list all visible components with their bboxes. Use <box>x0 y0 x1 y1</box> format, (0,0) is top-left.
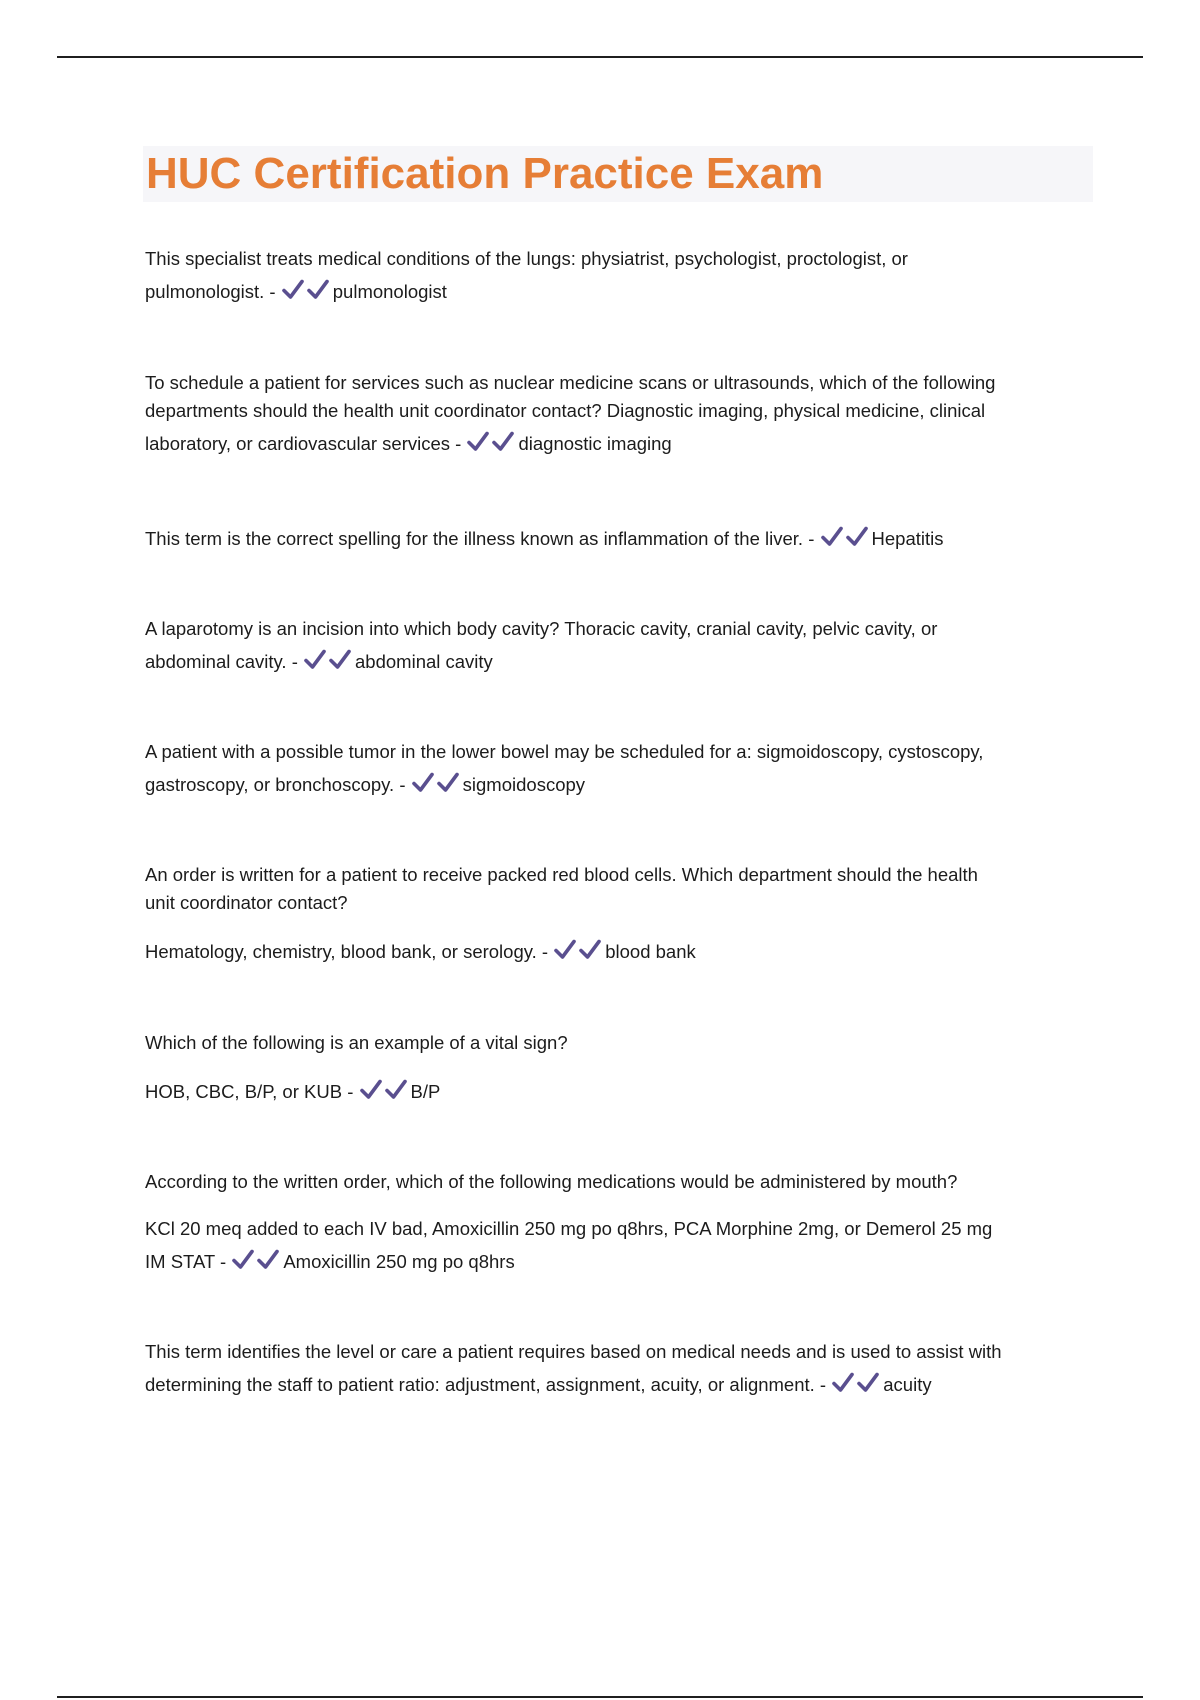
check-mark-icon <box>359 1078 383 1102</box>
check-mark-icon <box>306 278 330 302</box>
question-text: departments should the health unit coordinator contact? Diagnostic imaging, physical medicine, clinical <box>145 400 986 421</box>
question-line <box>145 739 983 765</box>
check-mark-icon <box>231 1248 255 1272</box>
answer-separator: - <box>286 651 304 672</box>
answer-separator: - <box>214 1251 232 1272</box>
answer-separator: - <box>803 528 820 549</box>
check-mark-icon <box>384 1078 408 1102</box>
answer-separator: - <box>536 941 554 962</box>
answer-text: Amoxicillin 250 mg po q8hrs <box>283 1251 515 1272</box>
check-mark-icon <box>856 1371 880 1395</box>
check-mark-icon <box>820 525 844 549</box>
question-line <box>145 278 447 304</box>
question-line <box>145 890 348 916</box>
question-line <box>145 771 585 797</box>
question-text: Which of the following is an example of a vital sign? <box>145 1032 568 1053</box>
question-line <box>145 430 672 456</box>
question-line <box>145 1030 568 1056</box>
answer-text: diagnostic imaging <box>518 433 672 454</box>
answer-separator: - <box>264 281 281 302</box>
question-line <box>145 862 978 888</box>
check-mark-icon <box>436 771 460 795</box>
answer-text: Hepatitis <box>871 528 944 549</box>
answer-text: abdominal cavity <box>355 651 493 672</box>
question-line <box>145 938 696 964</box>
question-line <box>145 525 944 551</box>
answer-separator: - <box>394 774 411 795</box>
question-line <box>145 616 937 642</box>
check-mark-icon <box>845 525 869 549</box>
question-text: laboratory, or cardiovascular services <box>145 433 451 454</box>
check-mark-icon <box>831 1371 855 1395</box>
check-mark-icon <box>328 648 352 672</box>
question-text: To schedule a patient for services such as nuclear medicine scans or ultrasounds, which of the following <box>145 372 996 393</box>
question-line <box>145 648 493 674</box>
check-mark-icon <box>578 938 602 962</box>
question-text: KCl 20 meq added to each IV bad, Amoxicillin 250 mg po q8hrs, PCA Morphine 2mg, or Demerol 25 mg <box>145 1218 993 1239</box>
question-text: This specialist treats medical conditions of the lungs: physiatrist, psychologist, proctologist, or <box>145 248 908 269</box>
check-mark-icon <box>466 430 490 454</box>
answer-separator: - <box>450 433 467 454</box>
question-line <box>145 1216 992 1242</box>
question-line <box>145 370 995 396</box>
top-rule <box>57 56 1143 58</box>
question-line <box>145 1169 957 1195</box>
question-line <box>145 1371 932 1397</box>
page-title: HUC Certification Practice Exam <box>146 149 824 198</box>
question-text: determining the staff to patient ratio: adjustment, assignment, acuity, or alignment. <box>145 1374 815 1395</box>
check-mark-icon <box>491 430 515 454</box>
question-text: IM STAT <box>145 1251 215 1272</box>
question-text: This term is the correct spelling for the illness known as inflammation of the liver. <box>145 528 804 549</box>
check-mark-icon <box>303 648 327 672</box>
answer-separator: - <box>342 1081 359 1102</box>
question-line <box>145 1248 515 1274</box>
answer-text: blood bank <box>605 941 696 962</box>
question-line <box>145 1339 1002 1365</box>
question-line <box>145 398 985 424</box>
check-mark-icon <box>256 1248 280 1272</box>
question-text: pulmonologist. <box>145 281 265 302</box>
question-text: gastroscopy, or bronchoscopy. <box>145 774 395 795</box>
check-mark-icon <box>281 278 305 302</box>
answer-text: pulmonologist <box>332 281 447 302</box>
check-mark-icon <box>411 771 435 795</box>
question-text: A laparotomy is an incision into which body cavity? Thoracic cavity, cranial cavity, pelvic cavity, or <box>145 618 938 639</box>
question-line <box>145 246 908 272</box>
check-mark-icon <box>553 938 577 962</box>
question-text: abdominal cavity. <box>145 651 287 672</box>
question-text: According to the written order, which of the following medications would be administered by mouth? <box>145 1171 958 1192</box>
question-line <box>145 1078 440 1104</box>
answer-separator: - <box>814 1374 832 1395</box>
question-text: HOB, CBC, B/P, or KUB <box>145 1081 343 1102</box>
question-text: Hematology, chemistry, blood bank, or serology. <box>145 941 537 962</box>
answer-text: acuity <box>883 1374 932 1395</box>
bottom-rule <box>57 1696 1143 1698</box>
answer-text: B/P <box>410 1081 441 1102</box>
question-text: This term identifies the level or care a patient requires based on medical needs and is used to assist with <box>145 1341 1002 1362</box>
question-text: unit coordinator contact? <box>145 892 348 913</box>
question-text: An order is written for a patient to receive packed red blood cells. Which department should the health <box>145 864 978 885</box>
question-text: A patient with a possible tumor in the lower bowel may be scheduled for a: sigmoidoscopy, cystoscopy, <box>145 741 984 762</box>
answer-text: sigmoidoscopy <box>462 774 586 795</box>
